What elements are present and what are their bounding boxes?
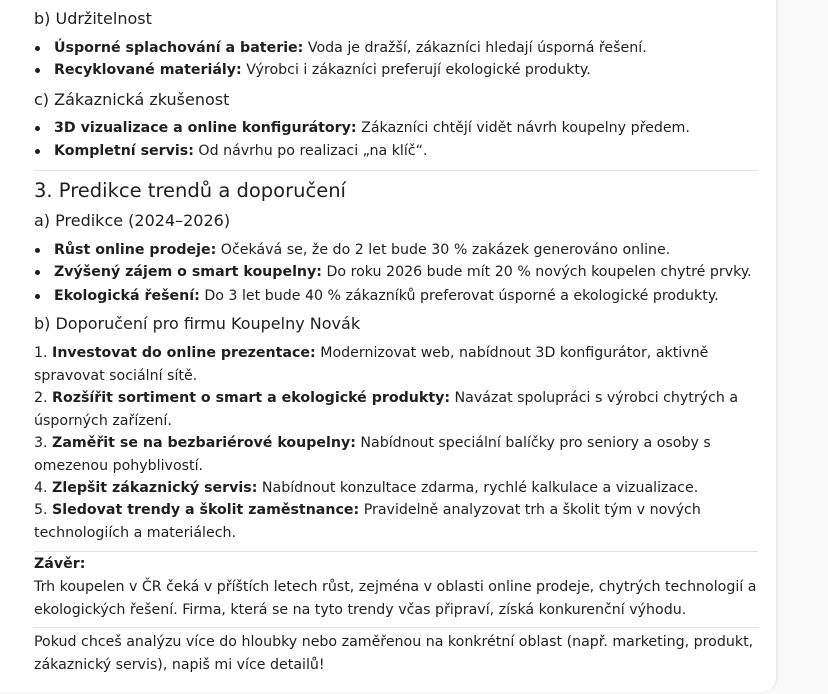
numbered-item: 3. Zaměřit se na bezbariérové koupelny: Nabídnout speciální balíčky pro seniory a osoby s omezenou pohyblivostí. bbox=[34, 435, 711, 474]
list-item: Úsporné splachování a baterie: Voda je dražší, zákazníci hledají úsporná řešení. bbox=[54, 40, 647, 56]
list-item: 3D vizualizace a online konfigurátory: Zákazníci chtějí vidět návrh koupelny předem. bbox=[54, 120, 690, 136]
heading-predikce: a) Predikce (2024–2026) bbox=[34, 211, 231, 230]
heading-doporuceni: b) Doporučení pro firmu Koupelny Novák bbox=[34, 314, 361, 333]
numbered-item: 5. Sledovat trendy a školit zaměstnance: Pravidelně analyzovat trh a školit tým v nových technologiích a materiálech. bbox=[34, 502, 701, 541]
list-item: Růst online prodeje: Očekává se, že do 2 let bude 30 % zakázek generováno online. bbox=[54, 242, 671, 258]
divider bbox=[34, 627, 758, 628]
heading-udrzitelnost: b) Udržitelnost bbox=[34, 9, 152, 28]
conclusion-text: Trh koupelen v ČR čeká v příštích letech růst, zejména v oblasti online prodeje, chytrých technologií a ekologických řešení. Firma, která se na tyto trendy včas připraví, získá konkurenční výhodu. bbox=[34, 579, 757, 618]
numbered-item: 4. Zlepšit zákaznický servis: Nabídnout konzultace zdarma, rychlé kalkulace a vizualizace. bbox=[34, 480, 699, 496]
numbered-item: 2. Rozšířit sortiment o smart a ekologické produkty: Navázat spolupráci s výrobci chytrých a úsporných zařízení. bbox=[34, 390, 739, 429]
conclusion-label: Závěr: bbox=[34, 556, 86, 572]
section-title: 3. Predikce trendů a doporučení bbox=[34, 179, 346, 202]
closing-text: Pokud chceš analýzu více do hloubky nebo zaměřenou na konkrétní oblast (např. marketing, produkt, zákaznický servis), napiš mi více detailů! bbox=[34, 634, 754, 673]
list-item: Ekologická řešení: Do 3 let bude 40 % zákazníků preferovat úsporné a ekologické produkty. bbox=[54, 288, 719, 304]
divider bbox=[34, 170, 758, 171]
list-item: Zvýšený zájem o smart koupelny: Do roku 2026 bude mít 20 % nových koupelen chytré prvky. bbox=[54, 264, 752, 280]
list-item: Recyklované materiály: Výrobci i zákazníci preferují ekologické produkty. bbox=[54, 62, 591, 78]
list-item: Kompletní servis: Od návrhu po realizaci „na klíč“. bbox=[54, 143, 428, 159]
heading-zakaznicka-zkusenost: c) Zákaznická zkušenost bbox=[34, 90, 230, 109]
divider bbox=[34, 551, 758, 552]
numbered-item: 1. Investovat do online prezentace: Modernizovat web, nabídnout 3D konfigurátor, aktivně spravovat sociální sítě. bbox=[34, 345, 709, 384]
